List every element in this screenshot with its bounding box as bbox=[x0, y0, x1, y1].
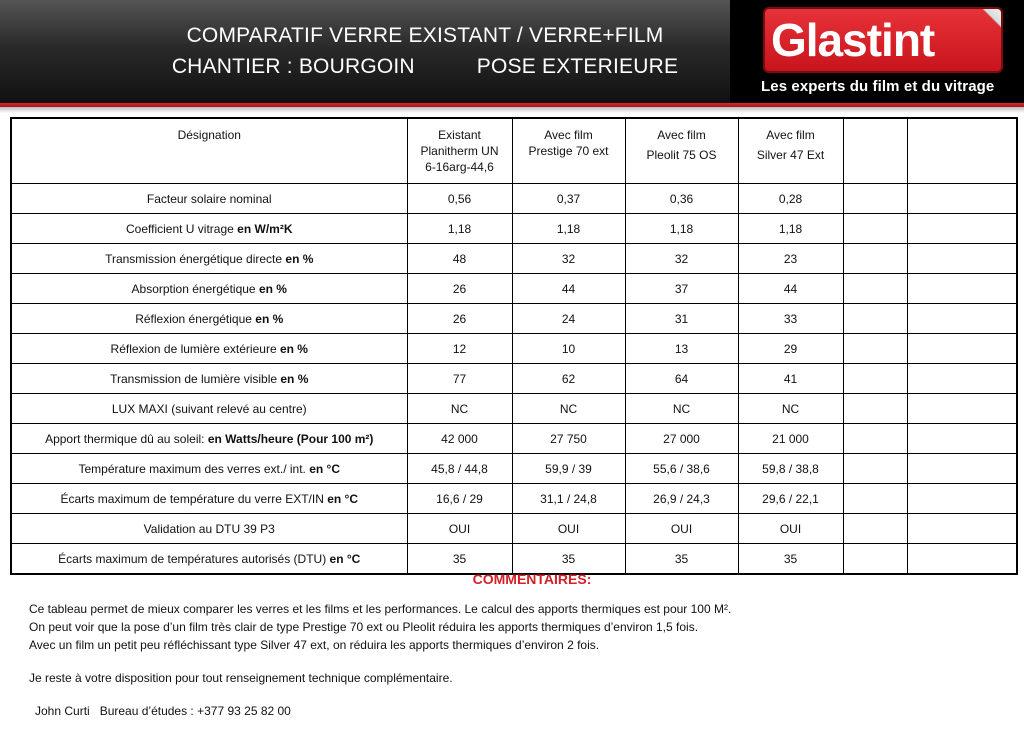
header-cell: Avec film Pleolit 75 OS bbox=[625, 118, 738, 184]
table-cell-empty bbox=[907, 214, 1017, 244]
table-cell: 33 bbox=[738, 304, 843, 334]
table-cell-empty bbox=[843, 454, 907, 484]
table-cell: 31 bbox=[625, 304, 738, 334]
title-pose: POSE EXTERIEURE bbox=[476, 55, 679, 78]
table-row bbox=[11, 274, 1017, 304]
table-cell: 44 bbox=[738, 274, 843, 304]
table-cell: 35 bbox=[625, 544, 738, 575]
row-label: Apport thermique dû au soleil: en Watts/heure (Pour 100 m²) bbox=[11, 424, 407, 454]
table-cell: 32 bbox=[625, 244, 738, 274]
row-label: LUX MAXI (suivant relevé au centre) bbox=[11, 394, 407, 424]
row-label: Écarts maximum de températures autorisés (DTU) en °C bbox=[11, 544, 407, 575]
table-cell-empty bbox=[843, 244, 907, 274]
table-cell-empty bbox=[907, 304, 1017, 334]
table-row bbox=[11, 214, 1017, 244]
comments-body bbox=[29, 600, 1009, 687]
table-cell-empty bbox=[907, 544, 1017, 575]
table-cell-empty bbox=[843, 334, 907, 364]
table-cell-empty bbox=[843, 514, 907, 544]
table-cell: 1,18 bbox=[625, 214, 738, 244]
table-header-row bbox=[11, 118, 1017, 184]
table-cell-empty bbox=[843, 394, 907, 424]
logo-badge bbox=[763, 7, 1003, 73]
table-cell: 27 750 bbox=[512, 424, 625, 454]
table-cell-empty bbox=[907, 364, 1017, 394]
table-cell: 55,6 / 38,6 bbox=[625, 454, 738, 484]
table-cell: 41 bbox=[738, 364, 843, 394]
table-row bbox=[11, 394, 1017, 424]
row-label: Facteur solaire nominal bbox=[11, 184, 407, 214]
table-row bbox=[11, 484, 1017, 514]
table-cell-empty bbox=[907, 184, 1017, 214]
table-cell: NC bbox=[407, 394, 512, 424]
row-label: Coefficient U vitrage en W/m²K bbox=[11, 214, 407, 244]
table-cell-empty bbox=[843, 364, 907, 394]
table-cell: 35 bbox=[738, 544, 843, 575]
comment-line: On peut voir que la pose d’un film très clair de type Prestige 70 ext ou Pleolit réduira les apports thermiques d’environ 1,5 fois. bbox=[29, 620, 699, 634]
page-curl-icon bbox=[975, 7, 1003, 35]
comments-title: COMMENTAIRES: bbox=[472, 571, 592, 587]
table-cell-empty bbox=[907, 274, 1017, 304]
table-cell: 45,8 / 44,8 bbox=[407, 454, 512, 484]
table-cell: 31,1 / 24,8 bbox=[512, 484, 625, 514]
table-cell: 77 bbox=[407, 364, 512, 394]
row-label: Transmission de lumière visible en % bbox=[11, 364, 407, 394]
table-row bbox=[11, 544, 1017, 575]
comment-line: Avec un film un petit peu réfléchissant type Silver 47 ext, on réduira les apports thermiques d’environ 2 fois. bbox=[29, 638, 600, 652]
table-cell: 59,9 / 39 bbox=[512, 454, 625, 484]
table-cell-empty bbox=[843, 214, 907, 244]
row-label: Réflexion énergétique en % bbox=[11, 304, 407, 334]
row-label: Écarts maximum de température du verre EXT/IN en °C bbox=[11, 484, 407, 514]
table-cell: 1,18 bbox=[738, 214, 843, 244]
table-cell: 26,9 / 24,3 bbox=[625, 484, 738, 514]
title-line-2 bbox=[120, 51, 730, 82]
row-label: Absorption énergétique en % bbox=[11, 274, 407, 304]
table-cell: 35 bbox=[512, 544, 625, 575]
table-cell: 35 bbox=[407, 544, 512, 575]
table-row bbox=[11, 244, 1017, 274]
table-cell: 26 bbox=[407, 304, 512, 334]
title-site: CHANTIER : BOURGOIN bbox=[171, 55, 415, 78]
table-cell: 44 bbox=[512, 274, 625, 304]
table-row bbox=[11, 184, 1017, 214]
header-cell-empty bbox=[907, 118, 1017, 184]
table-cell: 59,8 / 38,8 bbox=[738, 454, 843, 484]
header-cell: Existant Planitherm UN 6-16arg-44,6 bbox=[407, 118, 512, 184]
table-cell-empty bbox=[843, 484, 907, 514]
table-cell: 1,18 bbox=[407, 214, 512, 244]
table-cell: 29 bbox=[738, 334, 843, 364]
table-cell: 37 bbox=[625, 274, 738, 304]
table-cell: 62 bbox=[512, 364, 625, 394]
row-label: Température maximum des verres ext./ int. en °C bbox=[11, 454, 407, 484]
logo-tagline: Les experts du film et du vitrage bbox=[761, 78, 995, 95]
logo-text: Glastint bbox=[771, 14, 935, 66]
table-cell: 16,6 / 29 bbox=[407, 484, 512, 514]
table-cell: NC bbox=[738, 394, 843, 424]
table-cell: 42 000 bbox=[407, 424, 512, 454]
brand-logo bbox=[730, 0, 1024, 103]
table-cell: 64 bbox=[625, 364, 738, 394]
table-cell: 23 bbox=[738, 244, 843, 274]
table-cell: 21 000 bbox=[738, 424, 843, 454]
table-cell: 27 000 bbox=[625, 424, 738, 454]
table-row bbox=[11, 304, 1017, 334]
comparison-table bbox=[10, 117, 1018, 575]
table-cell-empty bbox=[843, 544, 907, 575]
signature: John Curti Bureau d’études : +377 93 25 82 00 bbox=[35, 704, 291, 718]
table-cell: OUI bbox=[625, 514, 738, 544]
table-cell-empty bbox=[907, 244, 1017, 274]
table-row bbox=[11, 424, 1017, 454]
header-cell-empty bbox=[843, 118, 907, 184]
comment-line: Je reste à votre disposition pour tout renseignement technique complémentaire. bbox=[29, 671, 453, 685]
row-label: Transmission énergétique directe en % bbox=[11, 244, 407, 274]
table-cell: 12 bbox=[407, 334, 512, 364]
table-cell: NC bbox=[625, 394, 738, 424]
table-cell: 32 bbox=[512, 244, 625, 274]
header-cell: Désignation bbox=[11, 118, 407, 184]
table-cell-empty bbox=[843, 424, 907, 454]
table-cell: 10 bbox=[512, 334, 625, 364]
table-cell-empty bbox=[843, 274, 907, 304]
table-cell: NC bbox=[512, 394, 625, 424]
table-cell-empty bbox=[907, 394, 1017, 424]
table-cell: 29,6 / 22,1 bbox=[738, 484, 843, 514]
table-cell: 13 bbox=[625, 334, 738, 364]
table-cell-empty bbox=[907, 424, 1017, 454]
table-cell: 0,56 bbox=[407, 184, 512, 214]
table-cell-empty bbox=[843, 304, 907, 334]
table-cell: 24 bbox=[512, 304, 625, 334]
table-cell-empty bbox=[907, 514, 1017, 544]
row-label: Validation au DTU 39 P3 bbox=[11, 514, 407, 544]
header-cell: Avec film Silver 47 Ext bbox=[738, 118, 843, 184]
table-cell: 48 bbox=[407, 244, 512, 274]
comment-line: Ce tableau permet de mieux comparer les verres et les films et les performances. Le calcul des apports thermiques est pour 100 M². bbox=[29, 602, 732, 616]
table-cell: 26 bbox=[407, 274, 512, 304]
table-cell-empty bbox=[907, 484, 1017, 514]
header-shadow bbox=[0, 107, 1024, 113]
table-cell-empty bbox=[843, 184, 907, 214]
table-row bbox=[11, 334, 1017, 364]
table-cell-empty bbox=[907, 454, 1017, 484]
table-cell: OUI bbox=[407, 514, 512, 544]
page-title bbox=[120, 20, 730, 82]
table-row bbox=[11, 514, 1017, 544]
header-cell: Avec film Prestige 70 ext bbox=[512, 118, 625, 184]
table-cell-empty bbox=[907, 334, 1017, 364]
title-line-1: COMPARATIF VERRE EXISTANT / VERRE+FILM bbox=[186, 24, 664, 47]
comment-spacer bbox=[29, 654, 1009, 669]
table-cell: 0,28 bbox=[738, 184, 843, 214]
table-cell: 1,18 bbox=[512, 214, 625, 244]
table-cell: 0,36 bbox=[625, 184, 738, 214]
table-cell: OUI bbox=[512, 514, 625, 544]
table-row bbox=[11, 454, 1017, 484]
table-row bbox=[11, 364, 1017, 394]
table-cell: 0,37 bbox=[512, 184, 625, 214]
table-cell: OUI bbox=[738, 514, 843, 544]
row-label: Réflexion de lumière extérieure en % bbox=[11, 334, 407, 364]
header-banner bbox=[0, 0, 1024, 103]
